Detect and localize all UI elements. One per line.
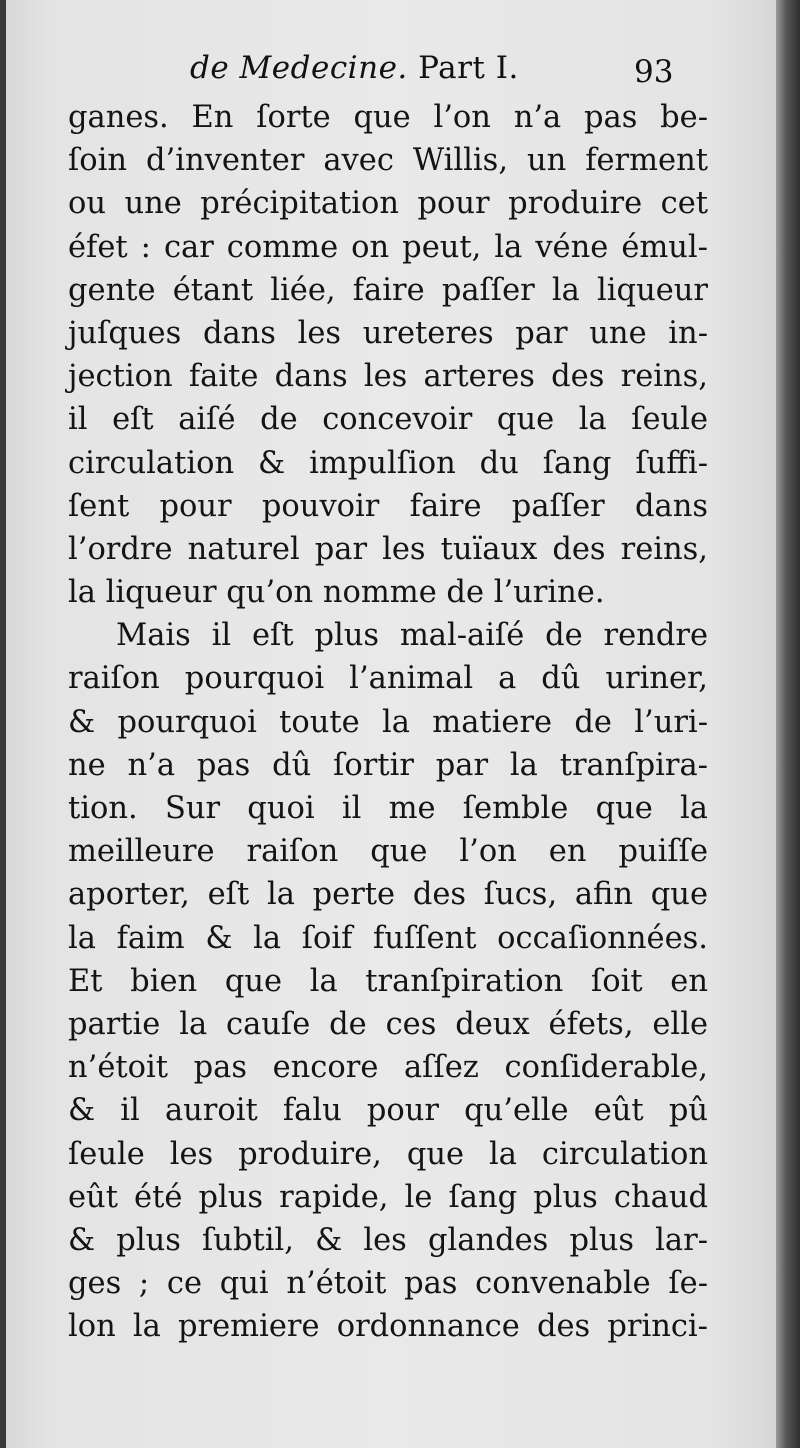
text-line: tion. Sur quoi il me ſemble que la: [68, 791, 708, 826]
text-line: ſeule les produire, que la circulation: [68, 1136, 708, 1172]
text-line: & il auroit falu pour qu’elle eût pû: [68, 1093, 708, 1129]
running-title-part: Part I.: [418, 50, 519, 86]
running-title: [190, 50, 519, 86]
page-number: 93: [634, 54, 674, 90]
text-line: aporter, eſt la perte des ſucs, afin que: [68, 877, 708, 913]
text-line: ganes. En ſorte que l’on n’a pas be-: [68, 100, 708, 135]
text-line: partie la cauſe de ces deux éfets, elle: [68, 1006, 708, 1042]
text-line: juſques dans les ureteres par une in-: [68, 315, 708, 351]
text-line: Mais il eſt plus mal-aiſé de rendre: [116, 618, 708, 654]
text-line: ſoin d’inventer avec Willis, un ferment: [68, 143, 708, 179]
text-line: lon la premiere ordonnance des princi-: [68, 1309, 708, 1345]
text-line: jection faite dans les arteres des reins,: [68, 359, 708, 395]
text-line: n’étoit pas encore aſſez conſiderable,: [68, 1050, 708, 1086]
text-line: circulation & impulſion du ſang ſuffi-: [68, 445, 708, 481]
text-line: ſent pour pouvoir faire paſſer dans: [68, 488, 708, 524]
running-title-italic: de Medecine.: [190, 50, 408, 86]
body-text: [68, 96, 708, 1348]
text-line: gente étant liée, faire paſſer la liqueur: [68, 272, 708, 308]
page-edge-shadow: [776, 0, 800, 1448]
text-line: meilleure raiſon que l’on en puiſſe: [68, 834, 708, 870]
text-line: ne n’a pas dû ſortir par la tranſpira-: [68, 747, 708, 783]
text-line: Et bien que la tranſpiration ſoit en: [68, 963, 708, 999]
text-line: la liqueur qu’on nomme de l’urine.: [68, 575, 605, 611]
text-line: & pourquoi toute la matiere de l’uri-: [68, 704, 708, 740]
text-line: & plus ſubtil, & les glandes plus lar-: [68, 1222, 708, 1258]
page-header: [6, 50, 776, 100]
text-line: ges ; ce qui n’étoit pas convenable ſe-: [68, 1266, 708, 1302]
text-line: la faim & la ſoif fuſſent occaſionnées.: [68, 920, 708, 956]
text-line: il eſt aiſé de concevoir que la ſeule: [68, 402, 708, 438]
text-line: éfet : car comme on peut, la véne émul-: [68, 229, 708, 265]
text-line: eût été plus rapide, le ſang plus chaud: [68, 1179, 708, 1215]
text-line: l’ordre naturel par les tuïaux des reins,: [68, 531, 708, 567]
text-line: ou une précipitation pour produire cet: [68, 186, 708, 222]
text-line: raiſon pourquoi l’animal a dû uriner,: [68, 661, 708, 697]
book-page: [6, 0, 776, 1448]
